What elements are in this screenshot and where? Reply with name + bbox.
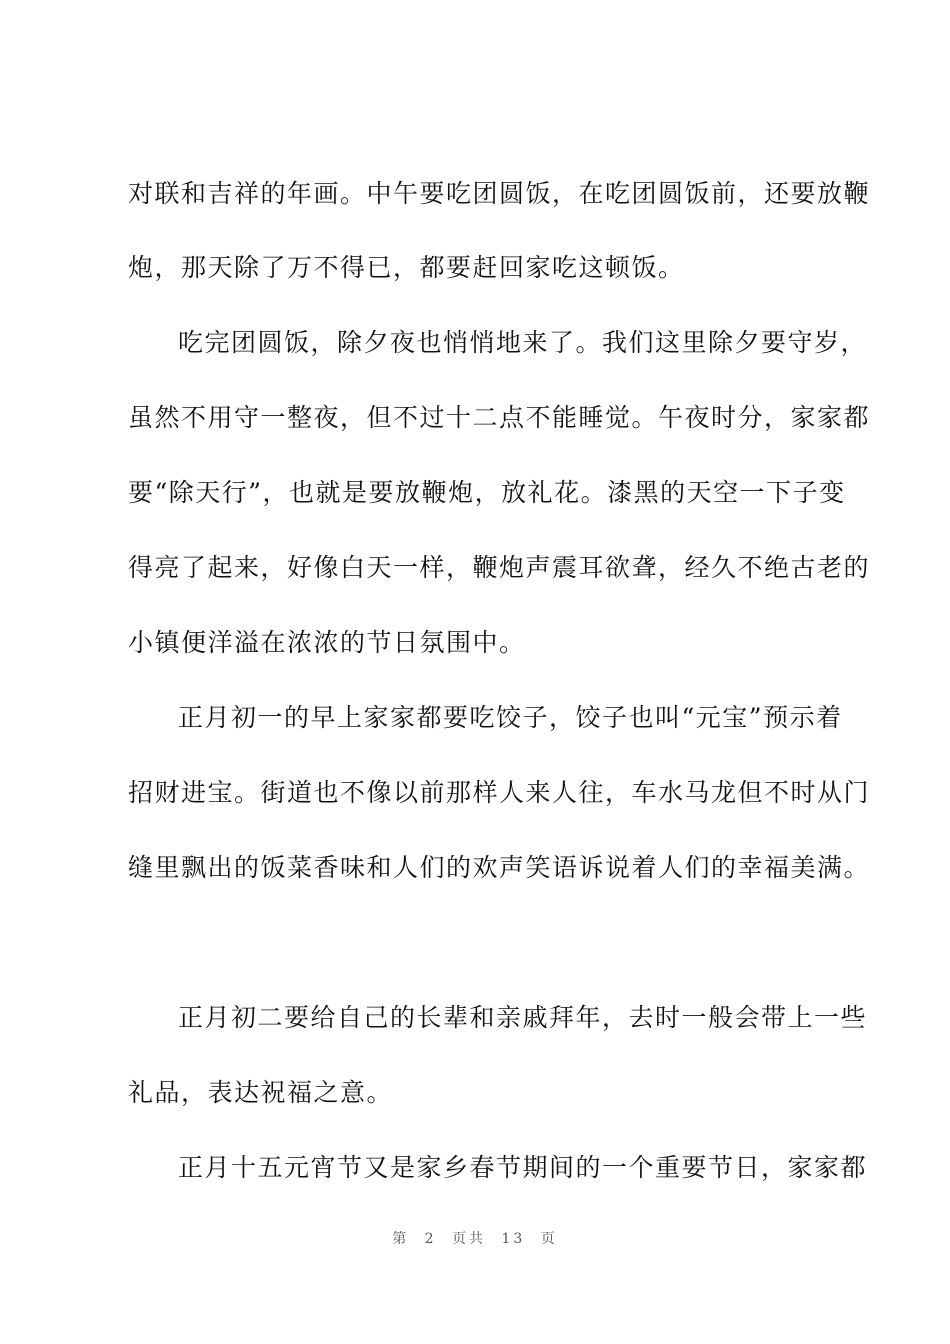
text-line: 虽然不用守一整夜，但不过十二点不能睡觉。午夜时分，家家都 <box>128 403 871 432</box>
footer-suffix: 页 <box>540 1231 558 1247</box>
total-pages: 13 <box>501 1231 526 1247</box>
text-line: 正月十五元宵节又是家乡春节期间的一个重要节日，家家都 <box>178 1153 868 1182</box>
text-line: 正月初一的早上家家都要吃饺子，饺子也叫“元宝”预示着 <box>178 703 843 732</box>
text-line: 小镇便洋溢在浓浓的节日氛围中。 <box>128 628 526 657</box>
text-line: 招财进宝。街道也不像以前那样人来人往，车水马龙但不时从门 <box>128 778 871 807</box>
footer-prefix: 第 <box>392 1231 410 1247</box>
page-footer <box>0 1228 950 1248</box>
text-line: 要“除天行”，也就是要放鞭炮，放礼花。漆黑的天空一下子变 <box>128 478 846 507</box>
text-line: 得亮了起来，好像白天一样，鞭炮声震耳欲聋，经久不绝古老的 <box>128 553 871 582</box>
text-line: 缝里飘出的饭菜香味和人们的欢声笑语诉说着人们的幸福美满。 <box>128 853 871 882</box>
text-line: 礼品，表达祝福之意。 <box>128 1078 394 1107</box>
text-line: 吃完团圆饭，除夕夜也悄悄地来了。我们这里除夕要守岁， <box>178 328 868 357</box>
text-line: 正月初二要给自己的长辈和亲戚拜年，去时一般会带上一些 <box>178 1003 868 1032</box>
text-line: 炮，那天除了万不得已，都要赶回家吃这顿饭。 <box>128 253 685 282</box>
page-number: 2 <box>424 1231 437 1247</box>
footer-middle: 页共 <box>452 1231 487 1247</box>
text-line: 对联和吉祥的年画。中午要吃团圆饭，在吃团圆饭前，还要放鞭 <box>128 179 871 208</box>
